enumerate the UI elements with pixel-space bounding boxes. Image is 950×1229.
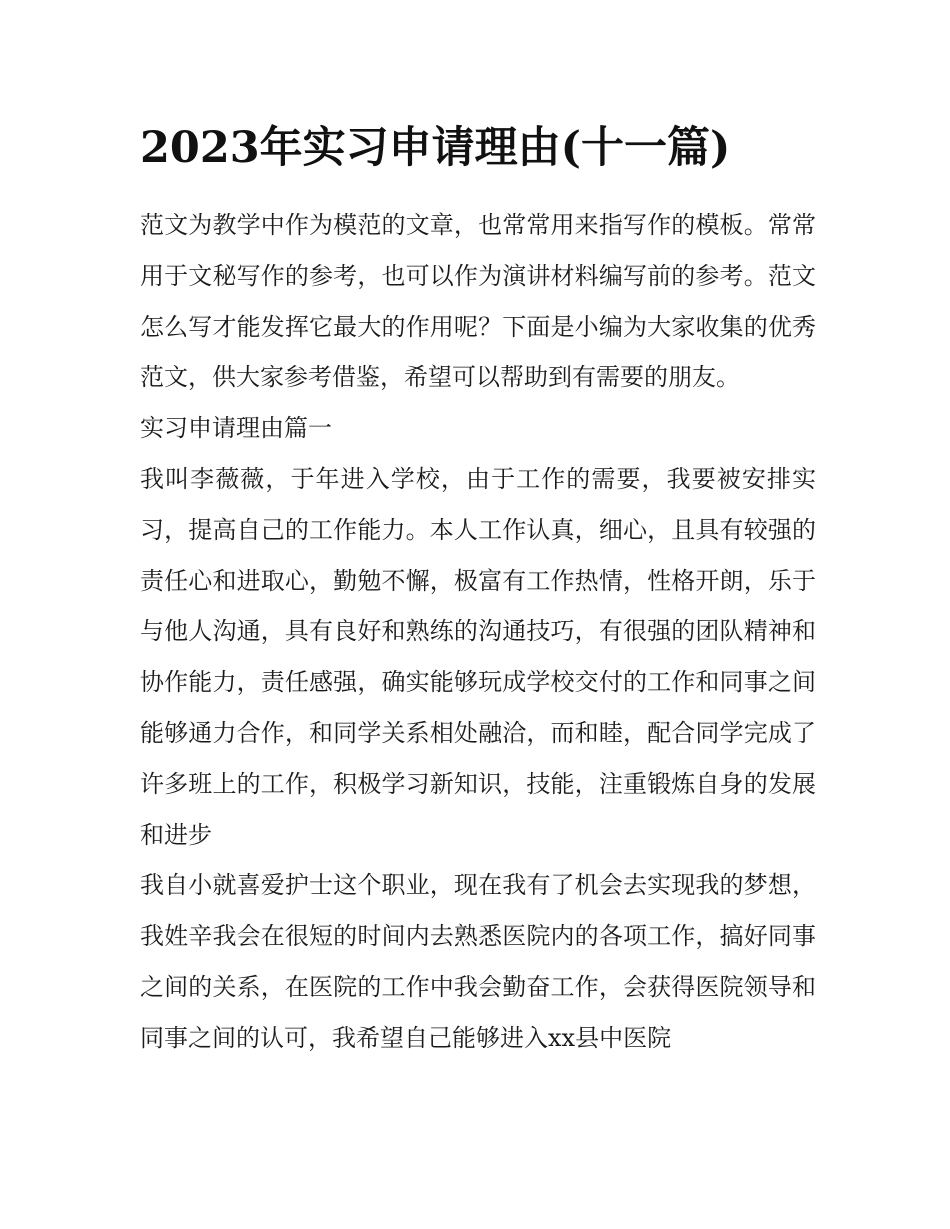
body-paragraph-1: 我叫李薇薇，于年进入学校，由于工作的需要，我要被安排实习，提高自己的工作能力。本人工作认真，细心，且具有较强的责任心和进取心，勤勉不懈，极富有工作热情，性格开朗，乐于与他人沟通，具有良好和熟练的沟通技巧，有很强的团队精神和协作能力，责任感强，确实能够玩成学校交付的工作和同事之间能够通力合作，和同学关系相处融洽，而和睦，配合同学完成了许多班上的工作，积极学习新知识，技能，注重锻炼自身的发展和进步 bbox=[140, 464, 816, 849]
intro-paragraph: 范文为教学中作为模范的文章，也常常用来指写作的模板。常常用于文秘写作的参考，也可以作为演讲材料编写前的参考。范文怎么写才能发挥它最大的作用呢？下面是小编为大家收集的优秀范文，供大家参考借鉴，希望可以帮助到有需要的朋友。 bbox=[140, 211, 816, 392]
section-heading: 实习申请理由篇一 bbox=[140, 414, 332, 443]
document-body bbox=[140, 200, 816, 1064]
body-paragraph-2: 我自小就喜爱护士这个职业，现在我有了机会去实现我的梦想，我姓辛我会在很短的时间内去熟悉医院内的各项工作，搞好同事之间的关系，在医院的工作中我会勤奋工作，会获得医院领导和同事之间的认可，我希望自己能够进入xx县中医院 bbox=[140, 871, 816, 1052]
document-title: 2023年实习申请理由(十一篇) bbox=[140, 123, 731, 173]
